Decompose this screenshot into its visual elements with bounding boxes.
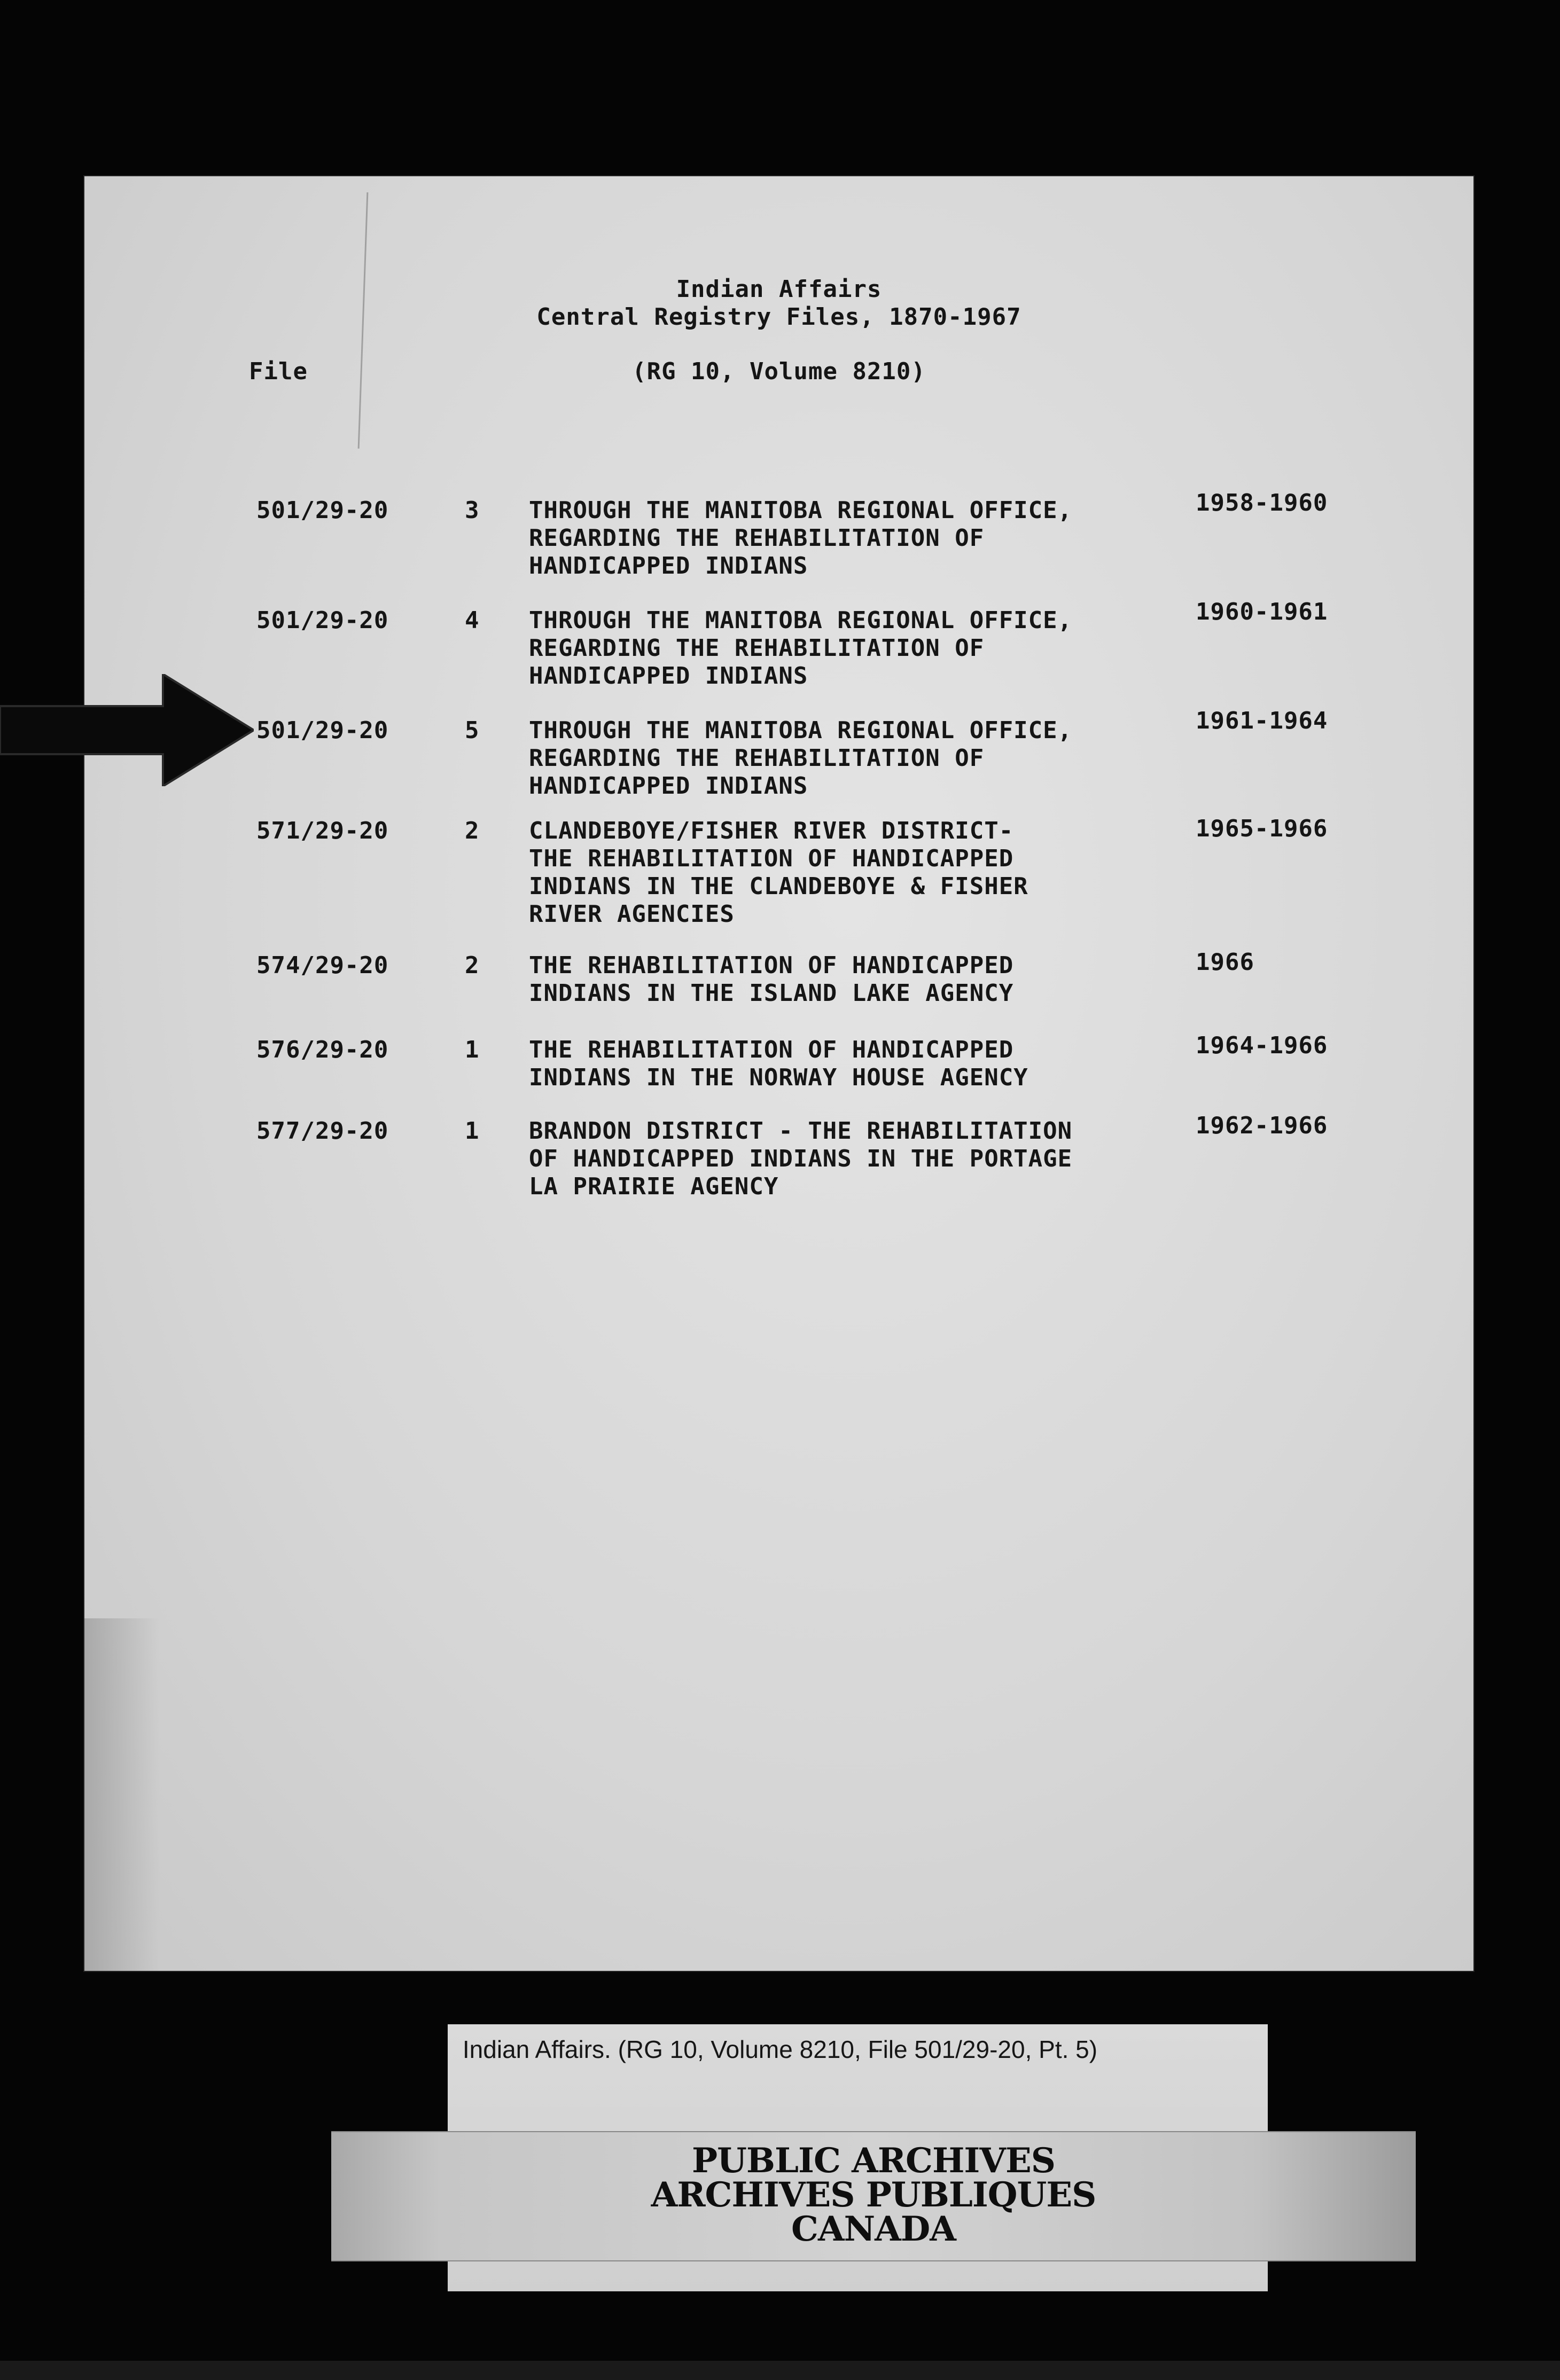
archive-label-text: Indian Affairs. (RG 10, Volume 8210, File 501/29-20, Pt. 5) — [462, 2035, 1098, 2063]
entry-date-range: 1966 — [1196, 949, 1254, 976]
entry-date-range: 1965-1966 — [1196, 815, 1328, 842]
entry-description-line: OF HANDICAPPED INDIANS IN THE PORTAGE — [529, 1145, 1073, 1172]
entry-part-number: 1 — [465, 1117, 480, 1145]
entry-description-line: THROUGH THE MANITOBA REGIONAL OFFICE, — [529, 497, 1073, 524]
header-subtitle: Central Registry Files, 1870-1967 — [536, 303, 1021, 331]
entry-file-number: 501/29-20 — [256, 607, 389, 634]
entry-part-number: 5 — [465, 717, 480, 744]
entry-description-line: HANDICAPPED INDIANS — [529, 552, 808, 580]
entry-file-number: 577/29-20 — [256, 1117, 389, 1145]
entry-description-line: INDIANS IN THE CLANDEBOYE & FISHER — [529, 873, 1028, 900]
entry-part-number: 2 — [465, 817, 480, 844]
archives-stamp — [331, 2131, 1416, 2261]
entry-description-line: CLANDEBOYE/FISHER RIVER DISTRICT- — [529, 817, 1014, 844]
entry-description-line: THE REHABILITATION OF HANDICAPPED — [529, 845, 1014, 872]
file-column-label: File — [249, 358, 308, 385]
entry-description-line: LA PRAIRIE AGENCY — [529, 1173, 779, 1200]
entry-description-line: THE REHABILITATION OF HANDICAPPED — [529, 952, 1014, 979]
film-edge-strip — [0, 2361, 1560, 2380]
entry-description-line: INDIANS IN THE ISLAND LAKE AGENCY — [529, 980, 1014, 1007]
entry-description-line: RIVER AGENCIES — [529, 901, 735, 928]
entry-description-line: REGARDING THE REHABILITATION OF — [529, 524, 985, 552]
entry-description-line: INDIANS IN THE NORWAY HOUSE AGENCY — [529, 1064, 1028, 1091]
page-shadow-edge — [84, 1618, 159, 1971]
stamp-line-2: ARCHIVES PUBLIQUES — [651, 2175, 1096, 2215]
entry-description-line: THROUGH THE MANITOBA REGIONAL OFFICE, — [529, 717, 1073, 744]
entry-description-line: THE REHABILITATION OF HANDICAPPED — [529, 1036, 1014, 1063]
entry-part-number: 2 — [465, 952, 480, 979]
entry-date-range: 1961-1964 — [1196, 707, 1328, 734]
entry-date-range: 1960-1961 — [1196, 598, 1328, 625]
stamp-line-3: CANADA — [791, 2209, 956, 2249]
entry-file-number: 501/29-20 — [256, 497, 389, 524]
document-page — [84, 176, 1473, 1971]
stamp-line-1: PUBLIC ARCHIVES — [691, 2141, 1056, 2181]
entry-file-number: 574/29-20 — [256, 952, 389, 979]
entry-description-line: BRANDON DISTRICT - THE REHABILITATION — [529, 1117, 1073, 1145]
entry-description-line: HANDICAPPED INDIANS — [529, 772, 808, 800]
entry-description-line: THROUGH THE MANITOBA REGIONAL OFFICE, — [529, 607, 1073, 634]
entry-description-line: REGARDING THE REHABILITATION OF — [529, 635, 985, 662]
entry-description-line: HANDICAPPED INDIANS — [529, 662, 808, 690]
entry-date-range: 1962-1966 — [1196, 1112, 1328, 1139]
header-title: Indian Affairs — [676, 276, 882, 303]
entry-description-line: REGARDING THE REHABILITATION OF — [529, 745, 985, 772]
entry-file-number: 571/29-20 — [256, 817, 389, 844]
entry-date-range: 1958-1960 — [1196, 489, 1328, 516]
entry-file-number: 501/29-20 — [256, 717, 389, 744]
entry-part-number: 3 — [465, 497, 480, 524]
entry-file-number: 576/29-20 — [256, 1036, 389, 1063]
pointer-arrow-icon — [0, 674, 254, 786]
entry-part-number: 4 — [465, 607, 480, 634]
header-volume: (RG 10, Volume 8210) — [632, 358, 926, 385]
entry-part-number: 1 — [465, 1036, 480, 1063]
entry-date-range: 1964-1966 — [1196, 1032, 1328, 1059]
